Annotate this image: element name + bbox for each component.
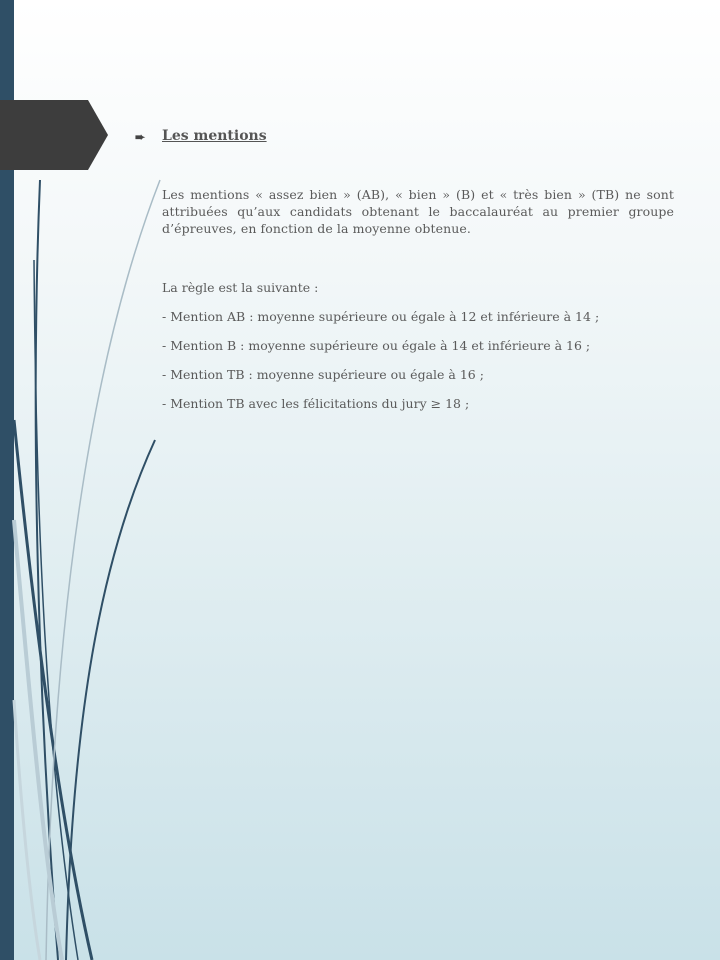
rule-intro: La règle est la suivante : xyxy=(162,280,319,295)
heading-text: Les mentions xyxy=(162,128,267,144)
rule-item: - Mention B : moyenne supérieure ou égale à 14 et inférieure à 16 ; xyxy=(162,338,591,353)
rule-item: - Mention TB avec les félicitations du jury ≥ 18 ; xyxy=(162,396,470,411)
intro-paragraph: Les mentions « assez bien » (AB), « bien » (B) et « très bien » (TB) ne sont attribuées qu’aux candidats obtenant le baccalauréat au premier groupe d’épreuves, en fonction de la moyenne obtenue. xyxy=(162,187,674,236)
decor-curve-4 xyxy=(66,440,155,960)
rule-item: - Mention TB : moyenne supérieure ou égale à 16 ; xyxy=(162,367,484,382)
decor-curve-5 xyxy=(46,180,160,960)
rule-item: - Mention AB : moyenne supérieure ou égale à 12 et inférieure à 14 ; xyxy=(162,309,600,324)
arrow-bullet-icon: ➨ xyxy=(135,130,146,144)
rules-list xyxy=(162,308,674,412)
content-area xyxy=(135,128,674,424)
section-heading xyxy=(135,128,674,144)
